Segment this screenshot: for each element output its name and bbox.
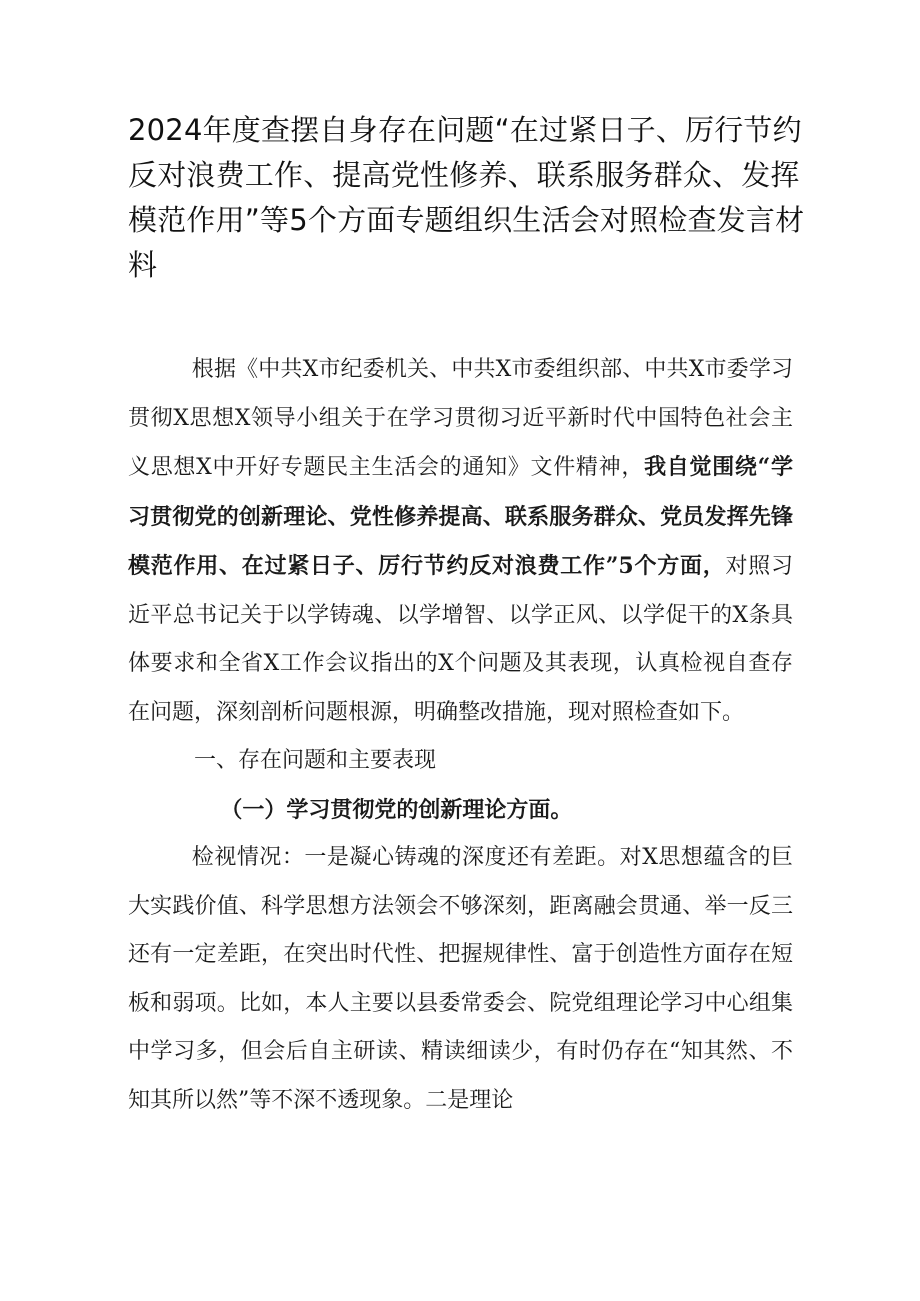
intro-paragraph <box>128 346 793 737</box>
subsection-heading: （一）学习贯彻党的创新理论方面。 <box>220 796 573 823</box>
intro-text-regular: 根据《中共X市纪委机关、中共X市委组织部、中共X市委学习贯彻X思想X领导小组关于在学习贯彻习近平新时代中国特色社会主义思想X中开好专题民主生活会的通知》文件精神， <box>128 357 793 480</box>
review-paragraph: 检视情况：一是凝心铸魂的深度还有差距。对X思想蕴含的巨大实践价值、科学思想方法领会不够深刻，距离融会贯通、举一反三还有一定差距，在突出时代性、把握规律性、富于创造性方面存在短板和弱项。比如，本人主要以县委常委会、院党组理论学习中心组集中学习多，但会后自主研读、精读细读少，有时仍存在“知其然、不知其所以然”等不深不透现象。二是理论 <box>128 845 793 1113</box>
section-heading: 一、存在问题和主要表现 <box>194 748 437 773</box>
intro-text-conclusion: 对照习近平总书记关于以学铸魂、以学增智、以学正风、以学促干的X条具体要求和全省X工作会议指出的X个问题及其表现，认真检视自查存在问题，深刻剖析问题根源，明确整改措施，现对照检查如下。 <box>128 554 793 725</box>
document-title: 2024年度查摆自身存在问题“在过紧日子、厉行节约反对浪费工作、提高党性修养、联系服务群众、发挥模范作用”等5个方面专题组织生活会对照检查发言材料 <box>128 113 805 282</box>
intro-text-bold: 我自觉围绕“学习贯彻党的创新理论、党性修养提高、联系服务群众、党员发挥先锋模范作用、在过紧日子、厉行节约反对浪费工作”5个方面， <box>128 454 793 579</box>
document-body <box>128 346 793 1125</box>
